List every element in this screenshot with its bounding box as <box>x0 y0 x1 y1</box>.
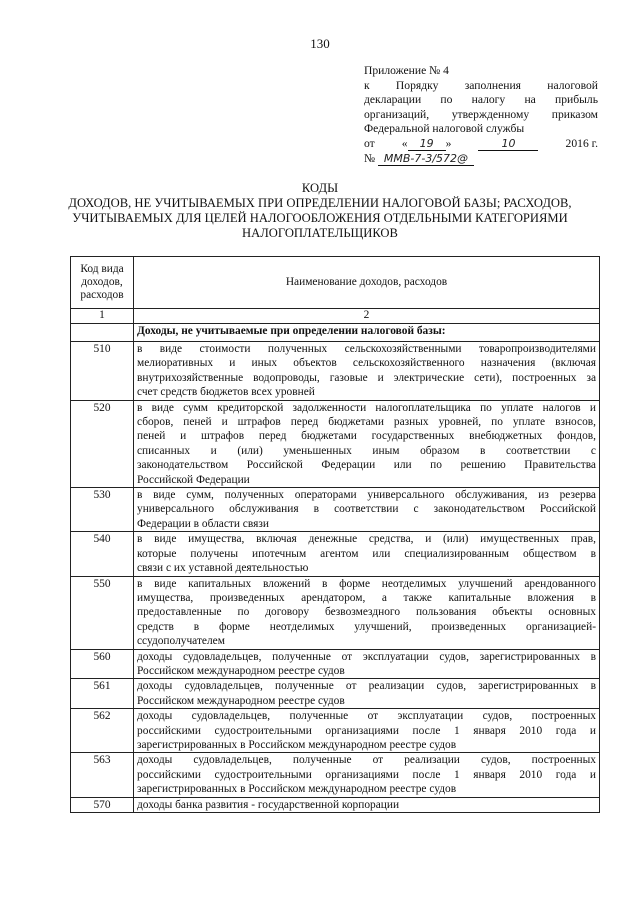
codes-table <box>70 256 600 813</box>
row-description-line: законодательством Российской Федерации или по решению Правительства <box>137 459 596 472</box>
row-description <box>134 342 600 401</box>
row-description <box>134 679 600 709</box>
date-prefix: от <box>364 136 375 150</box>
annex-title: Приложение № 4 <box>364 64 449 77</box>
row-description <box>134 649 600 679</box>
page-number: 130 <box>310 36 330 51</box>
row-description-line: предоставленные по договору безвозмездного пользования объекты основных <box>137 606 596 619</box>
row-code: 510 <box>71 342 134 401</box>
row-description-line: российскими судостроительными организациями после 1 января 2010 года и <box>137 768 596 781</box>
annex-block <box>364 64 598 166</box>
row-description-line: мелиоративных и иных объектов сельскохозяйственного назначения (включая <box>137 357 596 370</box>
row-description-line: Российском международном реестре судов <box>137 694 345 707</box>
row-description-line: универсального обслуживания в соответствии с законодательством Российской <box>137 503 596 516</box>
row-description-line: Федерации в области связи <box>137 517 269 530</box>
table-row <box>71 342 600 401</box>
date-close-quote: » <box>445 136 452 150</box>
row-description-line: доходы судовладельцев, полученные от реализации судов, зарегистрированных в <box>137 680 596 693</box>
row-description-line: сборов, пеней и штрафов перед бюджетами разных уровней, по уплате взносов, <box>137 416 596 429</box>
table-row <box>71 709 600 753</box>
row-code: 562 <box>71 709 134 753</box>
order-number: ММВ-7-3/572@ <box>378 153 474 166</box>
annex-line-1: к Порядку заполнения налоговой <box>364 78 598 92</box>
row-description <box>134 400 600 487</box>
row-description-line: имущества, произведенных арендатором, а также капитальные вложения в <box>137 591 596 604</box>
title-line-4: НАЛОГОПЛАТЕЛЬЩИКОВ <box>242 226 398 240</box>
row-code: 530 <box>71 488 134 532</box>
row-description <box>134 797 600 812</box>
row-description-line: которые получены ипотечным агентом или специализированным обществом в <box>137 547 596 560</box>
row-description-line: российскими судостроительными организациями после 1 января 2010 года и <box>137 724 596 737</box>
table-row <box>71 400 600 487</box>
section-title: Доходы, не учитываемые при определении налоговой базы: <box>134 324 600 342</box>
table-row <box>71 679 600 709</box>
row-description-line: Российском международном реестре судов <box>137 664 345 677</box>
row-description-line: Российской Федерации <box>137 473 250 486</box>
row-code: 520 <box>71 400 134 487</box>
row-description <box>134 709 600 753</box>
section-code-cell <box>71 324 134 342</box>
row-code: 540 <box>71 532 134 576</box>
row-description-line: в виде имущества, включая денежные средства, и (или) имущественных прав, <box>137 533 596 546</box>
row-code: 550 <box>71 576 134 649</box>
number-prefix: № <box>364 151 376 165</box>
row-description <box>134 753 600 797</box>
row-description <box>134 488 600 532</box>
table-row <box>71 797 600 812</box>
row-description-line: доходы судовладельцев, полученные от эксплуатации судов, построенных <box>137 710 596 723</box>
document-title <box>50 181 590 241</box>
table-row <box>71 488 600 532</box>
annex-line-4: Федеральной налоговой службы <box>364 122 525 136</box>
row-description-line: в виде сумм кредиторской задолженности налогоплательщика по уплате налогов и <box>137 401 596 414</box>
table-row <box>71 576 600 649</box>
date-year: 2016 г. <box>565 136 598 150</box>
row-code: 560 <box>71 649 134 679</box>
row-code: 563 <box>71 753 134 797</box>
title-line-2: ДОХОДОВ, НЕ УЧИТЫВАЕМЫХ ПРИ ОПРЕДЕЛЕНИИ НАЛОГОВОЙ БАЗЫ; РАСХОДОВ, <box>68 196 572 210</box>
row-description-line: в виде стоимости полученных сельскохозяйственными товаропроизводителями <box>137 343 596 355</box>
row-code: 570 <box>71 797 134 812</box>
row-description-line: зарегистрированных в Российском международном реестре судов <box>137 738 457 751</box>
row-description-line: доходы судовладельцев, полученные от реализации судов, построенных <box>137 754 596 767</box>
title-line-1: КОДЫ <box>301 181 339 195</box>
date-day-group <box>402 137 452 152</box>
row-description-line: доходы банка развития - государственной корпорации <box>137 798 400 811</box>
annex-number-line <box>364 152 598 167</box>
section-row <box>71 324 600 342</box>
date-day: 19 <box>408 138 446 151</box>
table-header-row <box>71 257 600 309</box>
date-month: 10 <box>478 138 538 151</box>
row-description-line: пеней и штрафов перед бюджетами государственных внебюджетных фондов, <box>137 430 596 443</box>
header-code-line-2: доходов, <box>81 276 123 288</box>
row-description-line: в виде капитальных вложений в форме неотделимых улучшений арендованного <box>137 577 596 590</box>
annex-line-3: организаций, утвержденному приказом <box>364 107 598 121</box>
column-number-1: 1 <box>71 309 134 324</box>
header-code-line-3: расходов <box>80 289 124 301</box>
row-description-line: счет средств бюджетов всех уровней <box>137 386 315 399</box>
row-code: 561 <box>71 679 134 709</box>
header-name: Наименование доходов, расходов <box>134 257 600 309</box>
header-code-line-1: Код вида <box>80 263 124 275</box>
table-row <box>71 649 600 679</box>
row-description-line: доходы судовладельцев, полученные от эксплуатации судов, зарегистрированных в <box>137 650 596 663</box>
row-description-line: средств в форме неотделимых улучшений, произведенных организацией- <box>137 620 596 633</box>
header-code <box>71 257 134 309</box>
row-description-line: ссудополучателем <box>137 635 225 648</box>
table-row <box>71 532 600 576</box>
row-description-line: зарегистрированных в Российском международном реестре судов <box>137 783 457 796</box>
row-description-line: связи с их уставной деятельностью <box>137 562 309 575</box>
row-description-line: списанных и (или) уменьшенных иным образом в соответствии с <box>137 444 596 457</box>
annex-line-2: декларации по налогу на прибыль <box>364 93 598 107</box>
row-description <box>134 576 600 649</box>
date-open-quote: « <box>401 136 408 150</box>
title-line-3: УЧИТЫВАЕМЫХ ДЛЯ ЦЕЛЕЙ НАЛОГООБЛОЖЕНИЯ ОТДЕЛЬНЫМИ КАТЕГОРИЯМИ <box>72 211 568 225</box>
row-description-line: в виде сумм, полученных операторами универсального обслуживания, из резерва <box>137 489 596 502</box>
row-description <box>134 532 600 576</box>
annex-date-line <box>364 137 598 152</box>
row-description-line: внутрихозяйственные водопроводы, газовые и электрические сети), построенных за <box>137 371 596 384</box>
column-number-row <box>71 309 600 324</box>
table-row <box>71 753 600 797</box>
column-number-2: 2 <box>134 309 600 324</box>
